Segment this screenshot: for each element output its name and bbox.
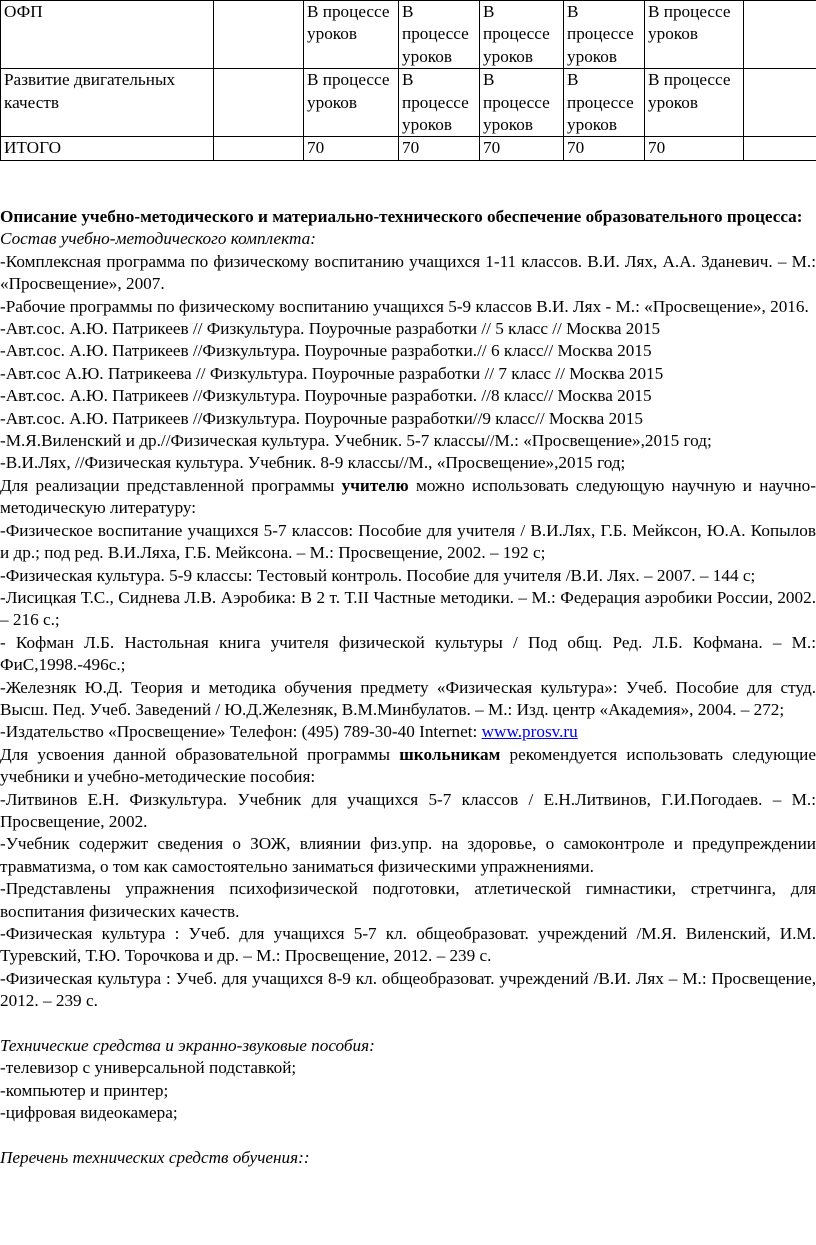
tools-heading: Перечень технических средств обучения:: [0, 1148, 310, 1168]
teacher-intro-rest: можно использовать следующую научную и научно-методическую литературу: [0, 475, 816, 518]
kit-item: -Авт.сос. А.Ю. Патрикеев //Физкультура. Поурочные разработки. //8 класс// Москва 2015 [0, 386, 652, 406]
value-cell: 70 [564, 137, 645, 161]
kit-heading: Состав учебно-методического комплекта: [0, 229, 316, 249]
section-title: Описание учебно-методического и материально-технического обеспечение образовательного процесса: [0, 207, 803, 226]
empty-cell [214, 1, 304, 69]
empty-cell [214, 137, 304, 161]
table-row [1, 1, 816, 69]
publisher-link[interactable]: www.prosv.ru [481, 722, 578, 742]
publisher-line [0, 721, 816, 743]
kit-item: -Рабочие программы по физическому воспитанию учащихся 5-9 классов В.И. Лях - М.: «Просвещение», 2016. [0, 296, 809, 316]
student-item: -Литвинов Е.Н. Физкультура. Учебник для учащихся 5-7 классов / Е.Н.Литвинов, Г.И.Погодаев. – М.: Просвещение, 2002. [0, 789, 816, 831]
student-item: -Физическая культура : Учеб. для учащихся 8-9 кл. общеобразоват. учреждений /В.И. Лях – М.: Просвещение, 2012. – 239 с. [0, 968, 816, 1011]
plan-table [0, 0, 816, 161]
value-cell: 70 [480, 137, 564, 161]
value-cell: В процессе уроков [480, 69, 564, 137]
student-list [0, 789, 816, 1013]
teacher-item: -Лисицкая Т.С., Сиднева Л.В. Аэробика: В 2 т. Т.II Частные методики. – М.: Федерация аэробики России, 2002. – 216 с.; [0, 587, 816, 630]
student-item: -Учебник содержит сведения о ЗОЖ, влиянии физ.упр. на здоровье, о самоконтроле и предупреждении травматизма, о том как самостоятельно заниматься физическими упражнениями. [0, 834, 816, 876]
kit-item: -Авт.сос. А.Ю. Патрикеев //Физкультура. Поурочные разработки.// 6 класс// Москва 2015 [0, 341, 652, 361]
table-row [1, 137, 816, 161]
student-intro-text: Для усвоения данной образовательной программы [0, 744, 400, 764]
value-cell [744, 69, 816, 137]
tech-item: -цифровая видеокамера; [0, 1103, 178, 1123]
value-cell: В процессе уроков [564, 69, 645, 137]
value-cell [744, 137, 816, 161]
student-item: -Представлены упражнения психофизической подготовки, атлетической гимнастики, стретчинга, для воспитания физических качеств. [0, 879, 816, 921]
value-cell: В процессе уроков [645, 69, 744, 137]
kit-item: -Авт.сос А.Ю. Патрикеева // Физкультура. Поурочные разработки // 7 класс // Москва 2015 [0, 363, 664, 383]
value-cell: В процессе уроков [399, 1, 480, 69]
value-cell: В процессе уроков [480, 1, 564, 69]
row-label-cell: ОФП [1, 1, 214, 69]
kit-item: -Авт.сос. А.Ю. Патрикеев // Физкультура. Поурочные разработки // 5 класс // Москва 2015 [0, 319, 661, 339]
tech-heading: Технические средства и экранно-звуковые пособия: [0, 1036, 375, 1056]
publisher-text: -Издательство «Просвещение» Телефон: (495) 789-30-40 Internet: [0, 722, 482, 742]
value-cell [744, 1, 816, 69]
teacher-keyword: учителю [341, 475, 409, 495]
teacher-intro-text: Для реализации представленной программы [0, 475, 342, 495]
student-keyword: школьникам [399, 744, 501, 764]
teacher-item: -Физическое воспитание учащихся 5-7 классов: Пособие для учителя / В.И.Лях, Г.Б. Мейксон, Ю.А. Копылов и др.; под ред. В.И.Ляха, Г.Б. Мейксона. – М.: Просвещение, 2002. – 192 с; [0, 520, 816, 563]
value-cell: 70 [304, 137, 399, 161]
content [0, 206, 816, 1169]
teacher-item: -Физическая культура. 5-9 классы: Тестовый контроль. Пособие для учителя /В.И. Лях. – 2007. – 144 с; [0, 565, 756, 585]
tech-item: -компьютер и принтер; [0, 1080, 169, 1100]
value-cell: В процессе уроков [304, 69, 399, 137]
value-cell: 70 [399, 137, 480, 161]
value-cell: В процессе уроков [645, 1, 744, 69]
value-cell: В процессе уроков [304, 1, 399, 69]
kit-item: -М.Я.Виленский и др.//Физическая культура. Учебник. 5-7 классы//М.: «Просвещение»,2015 год; [0, 431, 712, 451]
student-intro-rest: рекомендуется использовать следующие учебники и учебно-методические пособия: [0, 744, 816, 787]
table-row [1, 69, 816, 137]
value-cell: В процессе уроков [564, 1, 645, 69]
teacher-list [0, 520, 816, 722]
kit-item: -Комплексная программа по физическому воспитанию учащихся 1-11 классов. В.И. Лях, А.А. Зданевич. – М.: «Просвещение», 2007. [0, 251, 816, 294]
kit-item: -В.И.Лях, //Физическая культура. Учебник. 8-9 классы//М., «Просвещение»,2015 год; [0, 453, 626, 473]
empty-cell [214, 69, 304, 137]
teacher-item: - Кофман Л.Б. Настольная книга учителя физической культуры / Под общ. Ред. Л.Б. Кофмана. – М.: ФиС,1998.-496с.; [0, 632, 816, 675]
value-cell: 70 [645, 137, 744, 161]
student-item: -Физическая культура : Учеб. для учащихся 5-7 кл. общеобразоват. учреждений /М.Я. Виленский, И.М. Туревский, Т.Ю. Торочкова и др. – М.: Просвещение, 2012. – 239 с. [0, 924, 816, 966]
student-intro [0, 744, 816, 789]
teacher-item: -Железняк Ю.Д. Теория и методика обучения предмету «Физическая культура»: Учеб. Пособие для студ. Высш. Пед. Учеб. Заведений / Ю.Д.Железняк, В.М.Минбулатов. – М.: Изд. центр «Академия», 2004. – 272; [0, 677, 816, 719]
kit-item: -Авт.сос. А.Ю. Патрикеев //Физкультура. Поурочные разработки//9 класс// Москва 2015 [0, 408, 643, 428]
row-label-cell: ИТОГО [1, 137, 214, 161]
row-label-cell: Развитие двигательных качеств [1, 69, 214, 137]
tech-list [0, 1057, 816, 1124]
value-cell: В процессе уроков [399, 69, 480, 137]
teacher-intro [0, 475, 816, 520]
kit-list [0, 251, 816, 475]
tech-item: -телевизор с универсальной подставкой; [0, 1058, 297, 1078]
